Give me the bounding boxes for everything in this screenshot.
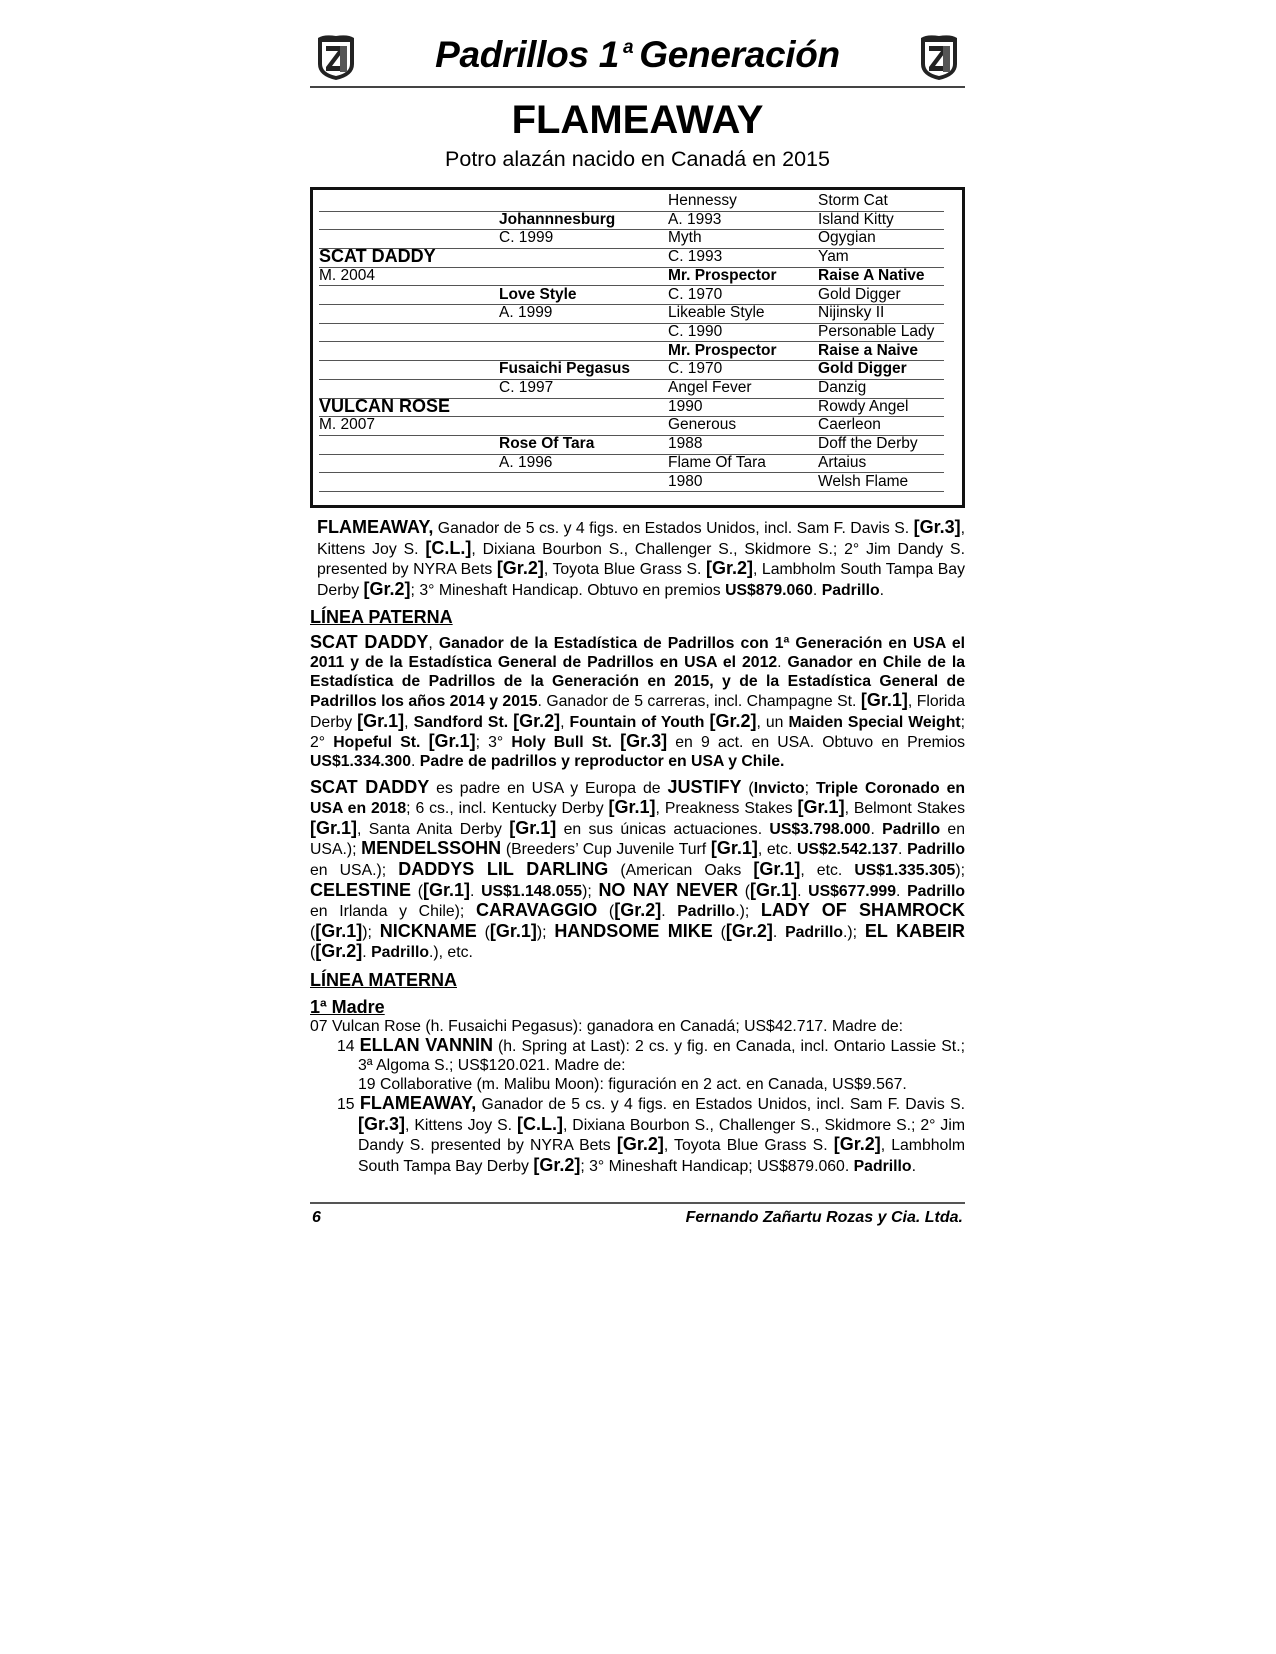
pedigree-row [319, 303, 944, 324]
pedigree-cell: C. 1997 [499, 379, 554, 396]
pedigree-cell: Raise a Naive [818, 341, 918, 359]
pedigree-cell: Island Kitty [818, 210, 894, 228]
pedigree-cell: Mr. Prospector [668, 341, 777, 359]
section-linea-paterna: LÍNEA PATERNA [310, 607, 453, 628]
pedigree-cell: Likeable Style [668, 304, 765, 322]
pedigree-cell: Rose Of Tara [499, 435, 595, 453]
pedigree-cell: Personable Lady [818, 322, 935, 340]
pedigree-cell: Johannnesburg [499, 210, 616, 228]
pedigree-cell: Flame Of Tara [668, 453, 766, 471]
pedigree-cell: 1980 [668, 472, 703, 490]
pedigree-cell: VULCAN ROSE [319, 395, 451, 416]
pedigree-cell: Gold Digger [818, 285, 901, 303]
pedigree-cell: C. 1990 [668, 322, 723, 340]
company-name: Fernando Zañartu Rozas y Cia. Ltda. [685, 1209, 963, 1226]
page-footer [310, 1202, 965, 1234]
pedigree-cell: Generous [668, 416, 737, 434]
pedigree-row [319, 434, 944, 455]
pedigree-cell: A. 1999 [499, 304, 553, 322]
section-primera-madre: 1ª Madre [310, 996, 385, 1017]
pedigree-row [319, 415, 944, 436]
pedigree-cell: SCAT DADDY [319, 246, 436, 267]
pedigree-cell: Danzig [818, 379, 867, 396]
page-number: 6 [312, 1209, 321, 1226]
paternal-text: SCAT DADDY, Ganador de la Estadística de Padrillos con 1ª Generación en USA el 2011 y de la Estadística General de Padrillos en USA el 2012. Ganador en Chile de la Estadística de Padrillos de la Generación en 2015, y de la Estadística General de Padrillos los años 2014 y 2015. Ganador de 5 carreras, incl. Champagne St. [Gr.1], Florida Derby [Gr.1], Sandford St. [Gr.2], Fountain of Youth [Gr.2], un Maiden Special Weight; 2° Hopeful St. [Gr.1]; 3° Holy Bull St. [Gr.3] en 9 act. en USA. Obtuvo en Premios US$1.334.300. Padre de padrillos y reproductor en USA y Chile. SCAT DADDY es padre en USA y Europa de JUSTIFY (Invicto; Triple Coronado en USA en 2018; 6 cs., incl. Kentucky Derby [Gr.1], Preakness Stakes [Gr.1], Belmont Stakes [Gr.1], Santa Anita Derby [Gr.1] en sus únicas actuaciones. US$3.798.000. Padrillo en USA.); MENDELSSOHN (Breeders’ Cup Juvenile Turf [Gr.1], etc. US$2.542.137. Padrillo en USA.); DADDYS LIL DARLING (American Oaks [Gr.1], etc. US$1.335.305); CELESTINE ([Gr.1]. US$1.148.055); NO NAY NEVER ([Gr.1]. US$677.999. Padrillo en Irlanda y Chile); CARAVAGGIO ([Gr.2]. Padrillo.); LADY OF SHAMROCK ([Gr.1]); NICKNAME ([Gr.1]); HANDSOME MIKE ([Gr.2]. Padrillo.); EL KABEIR ([Gr.2]. Padrillo.), etc. [310, 632, 966, 962]
pedigree-cell: Raise A Native [818, 266, 925, 284]
pedigree-cell: 1988 [668, 435, 703, 453]
pedigree-cell: Welsh Flame [818, 472, 909, 490]
pedigree-cell: M. 2004 [319, 266, 376, 284]
pedigree-row [319, 210, 944, 231]
pedigree-cell: Myth [668, 229, 702, 247]
page-header [310, 32, 965, 88]
pedigree-row [319, 266, 944, 287]
horse-subtitle: Potro alazán nacido en Canadá en 2015 [445, 147, 830, 171]
pedigree-row [319, 341, 944, 362]
pedigree-cell: C. 1970 [668, 360, 723, 378]
pedigree-cell: Doff the Derby [818, 435, 918, 453]
pedigree-cell: Hennessy [668, 192, 737, 209]
pedigree-cell: C. 1993 [668, 248, 723, 266]
pedigree-cell: Gold Digger [818, 360, 907, 378]
pedigree-row [319, 285, 944, 306]
pedigree-cell: 1990 [668, 397, 703, 415]
pedigree-cell: Angel Fever [668, 379, 752, 396]
pedigree-cell: C. 1970 [668, 285, 723, 303]
horse-summary: FLAMEAWAY, Ganador de 5 cs. y 4 figs. en Estados Unidos, incl. Sam F. Davis S. [Gr.3], Kittens Joy S. [C.L.], Dixiana Bourbon S., Challenger S., Skidmore S.; 2° Jim Dandy S. presented by NYRA Bets [Gr.2], Toyota Blue Grass S. [Gr.2], Lambholm South Tampa Bay Derby [Gr.2]; 3° Mineshaft Handicap. Obtuvo en premios US$879.060. Padrillo. [317, 517, 965, 599]
pedigree-cell: Mr. Prospector [668, 266, 777, 284]
pedigree-cell: Ogygian [818, 229, 876, 247]
pedigree-cell: C. 1999 [499, 229, 554, 247]
pedigree-cell: A. 1996 [499, 453, 553, 471]
pedigree-table [310, 187, 965, 508]
pedigree-row [319, 247, 944, 268]
pedigree-row [319, 359, 944, 380]
pedigree-cell: A. 1993 [668, 210, 722, 228]
pedigree-cell: Love Style [499, 285, 577, 303]
pedigree-row [319, 397, 944, 418]
pedigree-row [319, 472, 944, 493]
pedigree-cell: Yam [818, 248, 849, 266]
pedigree-cell: M. 2007 [319, 416, 376, 434]
header-title: Padrillos 1 $^a$ Generación [435, 34, 840, 75]
pedigree-cell: Artaius [818, 453, 867, 471]
zr-logo-icon [917, 34, 961, 82]
pedigree-cell: Rowdy Angel [818, 397, 909, 415]
page [310, 32, 965, 1177]
pedigree-cell: Nijinsky II [818, 304, 885, 322]
pedigree-cell: Storm Cat [818, 192, 888, 209]
horse-name: FLAMEAWAY [511, 98, 764, 142]
section-linea-materna: LÍNEA MATERNA [310, 969, 457, 990]
pedigree-cell: Fusaichi Pegasus [499, 360, 630, 378]
pedigree-row [319, 322, 944, 343]
maternal-text: 07 Vulcan Rose (h. Fusaichi Pegasus): ganadora en Canadá; US$42.717. Madre de: 14 ELLAN VANNIN (h. Spring at Last): 2 cs. y fig. en Canada, incl. Ontario Lassie St.; 3ª Algoma S.; US$120.021. Madre de: 19 Collaborative (m. Malibu Moon): figuración en 2 act. en Canada, US$9.567. 15 FLAMEAWAY, Ganador de 5 cs. y 4 figs. en Estados Unidos, incl. Sam F. Davis S. [Gr.3], Kittens Joy S. [C.L.], Dixiana Bourbon S., Challenger S., Skidmore S.; 2° Jim Dandy S. presented by NYRA Bets [Gr.2], Toyota Blue Grass S. [Gr.2], Lambholm South Tampa Bay Derby [Gr.2]; 3° Mineshaft Handicap; US$879.060. Padrillo. [310, 1017, 965, 1176]
pedigree-row [319, 453, 944, 474]
pedigree-cell: Caerleon [818, 416, 881, 434]
pedigree-row [319, 191, 944, 212]
